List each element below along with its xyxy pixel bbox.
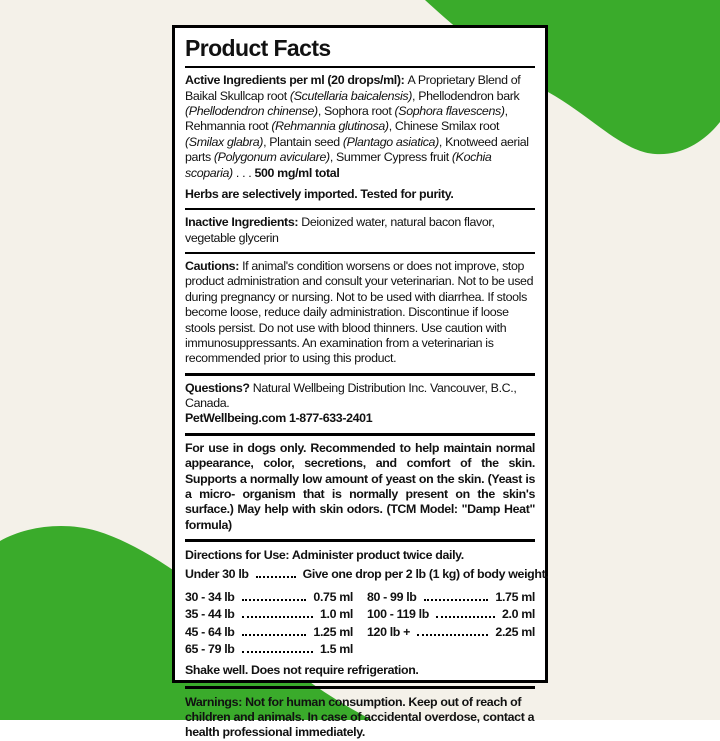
ingredient-latin: (Phellodendron chinense) <box>185 104 318 119</box>
section-rule <box>185 433 535 436</box>
dose-amount: 1.75 ml <box>495 589 535 604</box>
contact-line: PetWellbeing.com 1-877-633-2401 <box>185 411 373 426</box>
weight-range: 35 - 44 lb <box>185 607 235 622</box>
dosage-column-left <box>185 590 353 660</box>
dosage-column-right <box>367 590 535 660</box>
dose-amount: 2.25 ml <box>495 624 535 639</box>
dosage-row <box>185 607 353 622</box>
dosage-table <box>185 590 535 660</box>
product-label <box>172 25 549 740</box>
dose-amount: 1.5 ml <box>319 641 353 656</box>
dosage-row <box>367 625 535 640</box>
dot-leader <box>242 651 313 653</box>
dose-amount: 1.0 ml <box>319 607 353 622</box>
ingredient-text: A Proprietary Blend of Baikal Skullcap root <box>185 73 521 103</box>
dosage-row <box>185 642 353 657</box>
under-30-dose: Give one drop per 2 lb (1 kg) of body weight. <box>302 567 549 582</box>
ingredient-text: , Sophora root <box>317 104 395 119</box>
shake-note: Shake well. Does not require refrigeration. <box>185 663 419 678</box>
weight-range: 45 - 64 lb <box>185 624 235 639</box>
ingredient-latin: (Polygonum aviculare) <box>213 150 330 165</box>
warnings-paragraph <box>185 695 535 741</box>
total-strength: 500 mg/ml total <box>254 165 340 180</box>
dot-leader <box>242 634 307 636</box>
ingredient-latin: (Kochia scoparia) <box>185 150 492 180</box>
dot-leader <box>242 616 313 618</box>
dosage-row <box>367 607 535 622</box>
ingredient-text: , Knotweed aerial parts <box>185 134 529 165</box>
section-rule <box>185 539 535 542</box>
ingredient-latin: (Smilax glabra) <box>185 134 264 149</box>
weight-range: 30 - 34 lb <box>185 589 235 604</box>
ingredient-text: , Rehmannia root <box>185 104 508 134</box>
ingredient-latin: (Rehmannia glutinosa) <box>271 119 389 134</box>
ingredient-latin: (Plantago asiatica) <box>342 134 439 149</box>
questions-body: Natural Wellbeing Distribution Inc. Vancouver, B.C., Canada. <box>185 380 517 411</box>
section-rule <box>185 686 535 689</box>
under-30-label: Under 30 lb <box>185 567 249 582</box>
ingredient-text: , Phellodendron bark <box>412 88 520 103</box>
ingredient-text: , Plantain seed <box>263 134 343 149</box>
dot-leader <box>242 599 307 601</box>
under-30-row <box>185 567 549 582</box>
dosage-row <box>367 590 535 605</box>
questions-lead: Questions? <box>185 380 253 395</box>
dot-leader <box>256 576 296 578</box>
use-statement: For use in dogs only. Recommended to help maintain normal appearance, color, secretions, and comfort of the skin. Supports a normally low amount of yeast on the skin. (Yeast is a micro- organism that is normally present on the skin's surface.) May help with skin odors. (TCM Model: "Damp Heat" formula) <box>185 440 535 532</box>
dot-leader <box>424 599 489 601</box>
dot-leader <box>417 634 488 636</box>
inactive-ingredients-paragraph <box>185 215 535 246</box>
inactive-body: Deionized water, natural bacon flavor, vegetable glycerin <box>185 215 495 245</box>
ingredient-latin: (Sophora flavescens) <box>394 104 505 119</box>
section-rule <box>185 252 535 254</box>
weight-range: 100 - 119 lb <box>367 607 429 622</box>
cautions-paragraph <box>185 259 535 367</box>
dose-amount: 2.0 ml <box>501 607 535 622</box>
ingredient-text: , Chinese Smilax root <box>388 119 500 134</box>
title-rule <box>185 66 535 68</box>
questions-paragraph <box>185 381 535 412</box>
directions-title: Directions for Use: Administer product twice daily. <box>185 548 464 563</box>
dot-leader <box>436 616 495 618</box>
ingredient-text: , Summer Cypress fruit <box>329 150 452 165</box>
cautions-lead: Cautions: <box>185 259 243 274</box>
active-ingredients-paragraph <box>185 73 535 181</box>
dosage-row <box>185 590 353 605</box>
label-title: Product Facts <box>185 35 331 61</box>
herbs-note: Herbs are selectively imported. Tested for purity. <box>185 186 454 201</box>
inactive-lead: Inactive Ingredients: <box>185 215 302 230</box>
section-rule <box>185 208 535 210</box>
warnings-lead: Warnings: <box>185 694 246 709</box>
section-rule <box>185 373 535 376</box>
ingredient-latin: (Scutellaria baicalensis) <box>289 88 413 103</box>
weight-range: 65 - 79 lb <box>185 641 235 656</box>
weight-range: 120 lb + <box>367 624 411 639</box>
dose-amount: 1.25 ml <box>313 624 353 639</box>
cautions-body: If animal's condition worsens or does not improve, stop product administration and consult your veterinarian. Not to be used during pregnancy or nursing. Not to be used with diarrhea. If stools become loose, reduce daily administration. Discontinue if loose stools persist. Do not use with blood thinners. Use caution with immunosuppressants. An examination from a veterinarian is recommended prior to using this product. <box>185 259 534 366</box>
active-ingredients-lead: Active Ingredients per ml (20 drops/ml): <box>185 73 408 88</box>
warnings-body: Not for human consumption. Keep out of reach of children and animals. In case of accidental overdose, contact a health professional immediately. <box>185 694 535 740</box>
dosage-row <box>185 625 353 640</box>
ingredient-text: . . . <box>232 165 255 180</box>
dose-amount: 0.75 ml <box>313 589 353 604</box>
weight-range: 80 - 99 lb <box>367 589 417 604</box>
